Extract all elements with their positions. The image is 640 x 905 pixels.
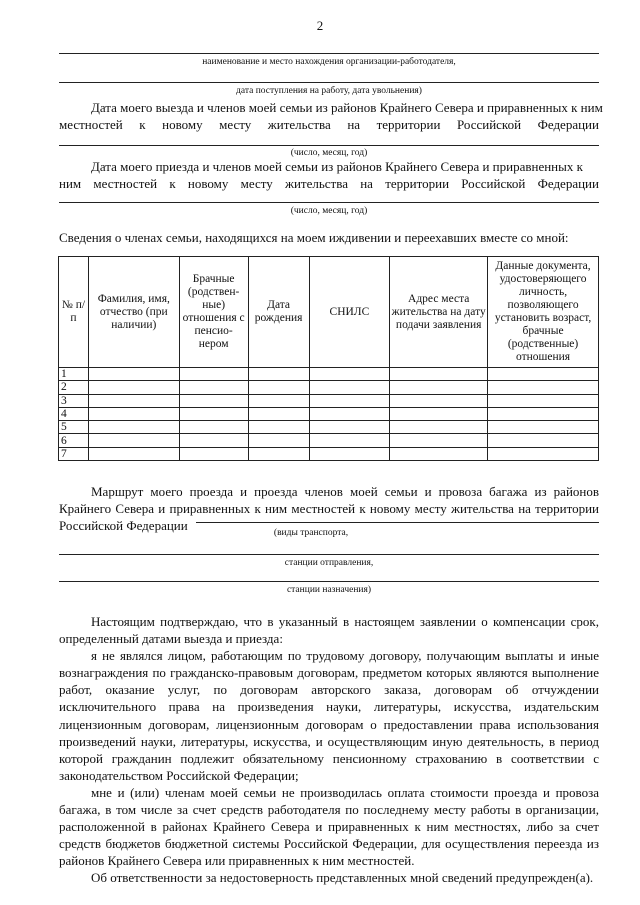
word: Российской [461,176,526,191]
cell[interactable] [88,434,179,447]
table-row [59,434,599,447]
cell[interactable] [248,394,309,407]
arrival-date-caption: (число, месяц, год) [290,206,368,216]
departure-station-caption: станции отправления, [284,558,374,568]
col-header-birth-date: Дата рождения [248,257,309,368]
cell[interactable] [488,434,599,447]
transport-caption: (виды транспорта, [273,528,349,538]
cell[interactable] [248,447,309,460]
destination-station-caption: станции назначения) [286,585,372,595]
cell[interactable] [179,447,248,460]
cell[interactable] [488,407,599,420]
cell[interactable] [248,421,309,434]
cell[interactable] [309,434,390,447]
transport-fill-line [196,522,599,523]
cell[interactable] [309,381,390,394]
cell[interactable] [88,421,179,434]
cell[interactable] [88,368,179,381]
table-row [59,447,599,460]
confirm-responsibility: Об ответственности за недостоверность представленных мной сведений предупрежден(а). [91,870,594,886]
departure-line1: Дата моего выезда и членов моей семьи из районов Крайнего Севера и приравненных к ним [91,100,603,115]
row-number: 3 [59,394,89,407]
word: к [169,176,176,191]
confirmation-block [59,613,599,887]
confirm-clause-payment: мне и (или) членам моей семьи не производилась оплата стоимости проезда и провоза багажа, в том числе за счет средств работодателя по последнему месту работы в организации, расположенной в районах Крайнего Севера и приравненных к ним местностях, либо за счет средств бюджетов бюджетной системы Российской Федерации, для осуществления переезда из районов Крайнего Севера или приравненных к ним местностей. [59,784,599,869]
table-header-row [59,257,599,368]
departure-line2 [59,116,599,133]
cell[interactable] [390,407,488,420]
cell[interactable] [248,407,309,420]
cell[interactable] [248,368,309,381]
cell[interactable] [488,421,599,434]
word: территории [385,176,450,191]
word: жительства [284,176,348,191]
work-dates-fill-line [59,82,599,83]
cell[interactable] [309,447,390,460]
cell[interactable] [309,407,390,420]
cell[interactable] [248,434,309,447]
cell[interactable] [309,394,390,407]
cell[interactable] [488,447,599,460]
route-paragraph [59,483,599,534]
departure-date-fill-line [59,145,599,146]
cell[interactable] [88,407,179,420]
work-dates-caption: дата поступления на работу, дата увольнения) [236,86,422,96]
row-number: 5 [59,421,89,434]
word: территории [376,117,441,132]
cell[interactable] [88,394,179,407]
departure-station-fill-line [59,554,599,555]
table-row [59,368,599,381]
cell[interactable] [390,434,488,447]
word: новому [187,176,229,191]
word: к [139,117,146,132]
arrival-line2 [59,175,599,192]
arrival-date-fill-line [59,202,599,203]
cell[interactable] [309,421,390,434]
row-number: 1 [59,368,89,381]
row-number: 6 [59,434,89,447]
page-number: 2 [316,18,324,33]
family-members-heading: Сведения о членах семьи, находящихся на моем иждивении и переехавших вместе со мной: [59,230,569,245]
destination-station-fill-line [59,581,599,582]
cell[interactable] [488,368,599,381]
table-row [59,394,599,407]
word: месту [240,176,273,191]
arrival-line1: Дата моего приезда и членов моей семьи из районов Крайнего Севера и приравненных к [91,159,583,174]
col-header-relation: Брачные (родствен- ные) отношения с пенсио- нером [179,257,248,368]
word: местностей [93,176,158,191]
cell[interactable] [390,394,488,407]
row-number: 2 [59,381,89,394]
col-header-identity-document: Данные документа, удостоверяющего личность, позволяющего установить возраст, брачные (родственные) отношения [488,257,599,368]
cell[interactable] [488,381,599,394]
cell[interactable] [179,421,248,434]
cell[interactable] [88,381,179,394]
table-row [59,407,599,420]
employer-fill-line [59,53,599,54]
row-number: 7 [59,447,89,460]
cell[interactable] [390,368,488,381]
word: на [360,176,373,191]
word: Федерации [537,176,599,191]
confirm-intro: Настоящим подтверждаю, что в указанный в настоящем заявлении о компенсации срок, определенный датами выезда и приезда: [59,614,599,647]
word: на [347,117,361,132]
employer-caption: наименование и место нахождения организации-работодателя, [202,57,456,67]
table-row [59,421,599,434]
cell[interactable] [88,447,179,460]
route-text: Маршрут моего проезда и проезда членов моей семьи и провоза багажа из районов Крайнего Севера и приравненных к ним местностей к новому месту жительства на территории Российской Федерации [59,484,599,534]
cell[interactable] [309,368,390,381]
table-row [59,381,599,394]
col-header-number: № п/п [59,257,89,368]
col-header-address: Адрес места жительства на дату подачи заявления [390,257,488,368]
cell[interactable] [390,447,488,460]
word: Российской [456,117,522,132]
word: новому [162,117,203,132]
word: ним [59,176,82,191]
word: месту [219,117,252,132]
word: Федерации [537,117,599,132]
col-header-snils: СНИЛС [309,257,390,368]
row-number: 4 [59,407,89,420]
cell[interactable] [390,421,488,434]
cell[interactable] [488,394,599,407]
departure-date-caption: (число, месяц, год) [290,148,368,158]
cell[interactable] [248,381,309,394]
cell[interactable] [179,394,248,407]
cell[interactable] [179,381,248,394]
word: местностей [59,117,123,132]
col-header-full-name: Фамилия, имя, отчество (при наличии) [88,257,179,368]
family-members-table [58,256,599,461]
cell[interactable] [179,407,248,420]
confirm-clause-employment: я не являлся лицом, работающим по трудовому договору, получающим выплаты и иные вознаграждения по гражданско-правовым договорам, предметом которых являются выполнение работ, оказание услуг, по договорам авторского заказа, договорам об отчуждении исключительного права на произведения науки, литературы, искусства, издательским лицензионным договорам, лицензионным договорам о предоставлении права использования произведений науки, литературы, искусства, и осуществляющим иную деятельность, в период которой гражданин подлежит обязательному пенсионному страхованию в соответствии с законодательством Российской Федерации; [59,648,599,783]
cell[interactable] [179,434,248,447]
word: жительства [267,117,331,132]
cell[interactable] [179,368,248,381]
cell[interactable] [390,381,488,394]
